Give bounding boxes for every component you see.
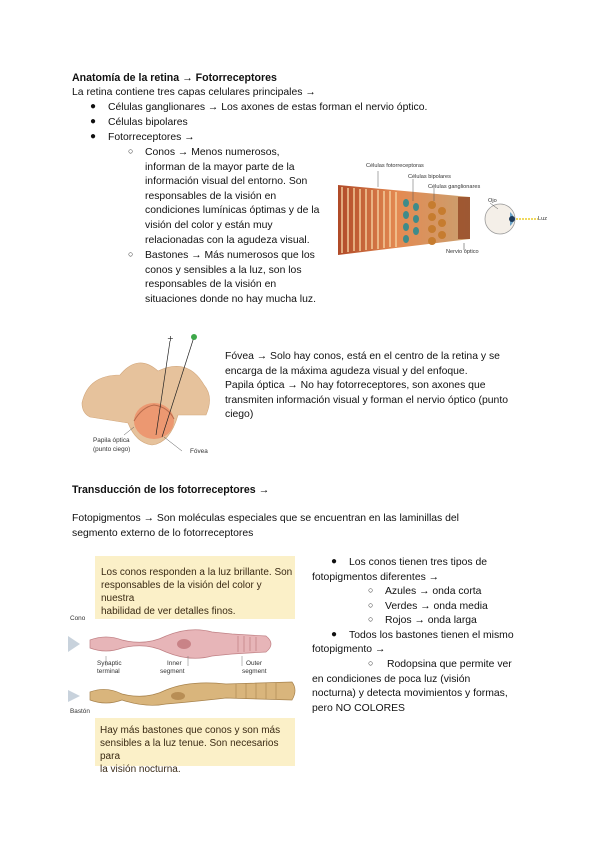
list-item: Células bipolares xyxy=(108,117,188,128)
text-line: Los conos tienen tres tipos de xyxy=(349,557,488,568)
section-title-transduccion: Transducción de los fotorreceptores → xyxy=(72,484,270,496)
text-line: Bastones → Más numerosos que los xyxy=(145,250,315,261)
circle-bullet: ○ xyxy=(368,600,374,610)
text-line: conos y sensibles a la luz, son los xyxy=(145,264,302,276)
label-bipolares: Células bipolares xyxy=(408,174,451,180)
bullet-dot: ● xyxy=(90,131,97,142)
text-line: condiciones lumínicas óptimas y de la xyxy=(145,205,320,217)
text-line: Fotopigmentos → Son moléculas especiales que se encuentran en las laminillas del xyxy=(72,513,459,524)
label-outer: Outer xyxy=(246,660,262,667)
text-line: sensibles a la luz tenue. Son necesarios para xyxy=(100,738,279,762)
text-line: Papila óptica → No hay fotorreceptores, son axones que xyxy=(225,380,486,392)
text-line: Azules → onda corta xyxy=(385,586,482,597)
text-line: relacionadas con la agudeza visual. xyxy=(145,234,310,246)
text-line: encarga de la máxima agudeza visual y del enfoque. xyxy=(225,365,468,377)
label-luz: Luz xyxy=(538,216,548,222)
label-cono: Cono xyxy=(70,615,86,622)
text-line: Verdes → onda media xyxy=(385,601,488,612)
label-nervio-optico: Nervio óptico xyxy=(446,249,479,255)
label-terminal: terminal xyxy=(97,668,120,675)
rod-cell xyxy=(90,682,295,705)
label-synaptic: Synaptic xyxy=(97,660,122,667)
bastones-description xyxy=(145,249,316,307)
eye-globe xyxy=(134,403,174,439)
list-item: Células ganglionares → Los axones de estas forman el nervio óptico. xyxy=(108,102,428,113)
label-fotorreceptoras: Células fotorreceptoras xyxy=(366,163,424,169)
text-line: en condiciones de poca luz (visión xyxy=(312,674,471,685)
bullet-dot: ● xyxy=(331,629,338,640)
text-line: Los conos responden a la luz brillante. Son xyxy=(101,567,293,578)
retina-layers-figure xyxy=(338,157,550,259)
bullet-dot: ● xyxy=(90,101,97,112)
text-line: información visual del entorno. Son xyxy=(145,176,308,188)
text-line: responsables de la visión del color y nuestra xyxy=(101,580,262,604)
cones-textbox xyxy=(95,556,295,619)
label-baston: Bastón xyxy=(70,708,90,715)
circle-bullet: ○ xyxy=(368,614,374,624)
svg-text:+: + xyxy=(167,334,174,343)
fovea-description xyxy=(225,350,508,423)
cone-arrow xyxy=(68,636,80,652)
text-line: responsables de la visión en xyxy=(145,279,277,291)
text-line: Rodopsina que permite ver xyxy=(387,659,512,670)
retina-intro: La retina contiene tres capas celulares principales → xyxy=(72,87,316,98)
rods-textbox xyxy=(95,718,295,775)
circle-bullet: ○ xyxy=(368,658,374,668)
circle-bullet: ○ xyxy=(128,146,134,156)
text-line: Todos los bastones tienen el mismo xyxy=(349,630,514,641)
text-line: Fóvea → Solo hay conos, está en el centro de la retina y se xyxy=(225,351,500,362)
text-line: segmento externo de lo fotorreceptores xyxy=(72,527,254,539)
bullet-dot: ● xyxy=(331,556,338,567)
text-line: pero NO COLORES xyxy=(312,703,405,714)
green-dot xyxy=(191,334,197,340)
label-segment: segment xyxy=(160,668,185,675)
fotopigmentos-intro xyxy=(72,512,459,541)
list-item: Fotorreceptores → xyxy=(108,132,195,143)
label-ojo: Ojo xyxy=(488,198,497,204)
text-line: Rojos → onda larga xyxy=(385,615,477,626)
text-line: transmiten información visual y forman el nervio óptico (punto xyxy=(225,394,508,406)
text-line: situaciones donde no hay mucha luz. xyxy=(145,293,316,305)
label-papila-optica: Papila óptica xyxy=(93,437,130,444)
label-punto-ciego: (punto ciego) xyxy=(93,446,131,453)
text-line: Hay más bastones que conos y son más xyxy=(100,725,281,736)
text-line: Conos → Menos numerosos, xyxy=(145,147,280,158)
rod-nucleus xyxy=(171,692,185,700)
text-line: responsables de la visión en xyxy=(145,190,277,202)
text-line: la visión nocturna. xyxy=(100,764,181,775)
label-ganglionares: Células ganglionares xyxy=(428,184,481,190)
conos-description xyxy=(145,146,319,248)
retina-section-shape xyxy=(338,185,470,255)
text-line: fotopigmento → xyxy=(312,644,386,655)
circle-bullet: ○ xyxy=(128,249,134,259)
text-line: fotopigmentos diferentes → xyxy=(312,572,440,583)
label-segment: segment xyxy=(242,668,267,675)
rod-arrow xyxy=(68,690,80,702)
cone-nucleus xyxy=(177,639,191,649)
text-line: ciego) xyxy=(225,409,254,421)
label-inner: Inner xyxy=(167,660,182,667)
text-line: nocturna) y detecta movimientos y formas, xyxy=(312,688,508,699)
text-line: informan de la mayor parte de la xyxy=(145,161,295,173)
text-line: habilidad de ver detalles finos. xyxy=(101,606,236,617)
label-fovea: Fóvea xyxy=(190,448,208,455)
text-line: visión del color y están muy xyxy=(145,219,273,231)
bullet-dot: ● xyxy=(90,116,97,127)
section-title-retina: Anatomía de la retina → Fotorreceptores xyxy=(72,72,277,84)
circle-bullet: ○ xyxy=(368,585,374,595)
